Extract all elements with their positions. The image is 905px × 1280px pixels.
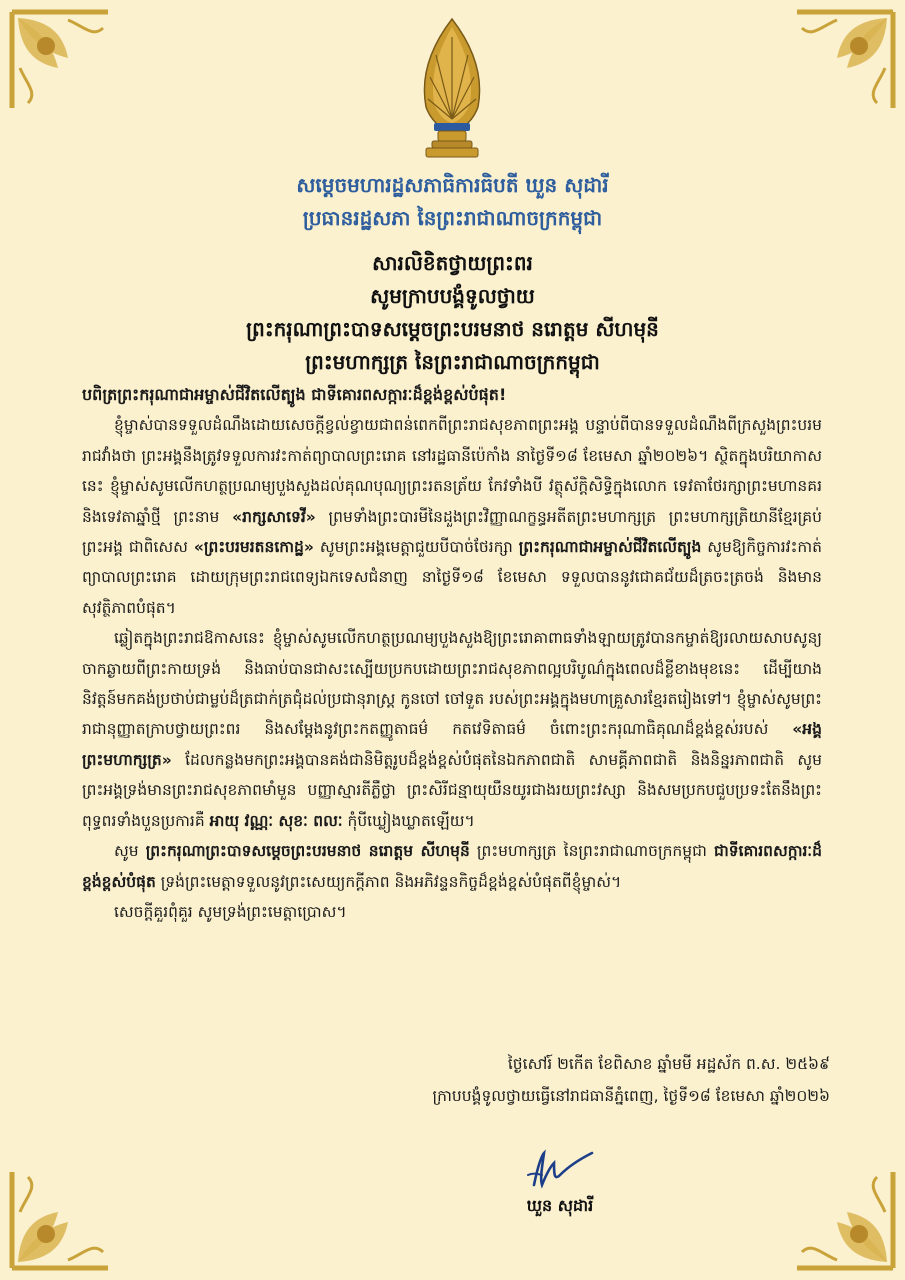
- lunar-date: ថ្ងៃសៅរ៍ ២កើត ខែពិសាខ ឆ្នាំមមី អដ្ឋស័ក ព.ស. ២៥៦៩: [507, 1055, 830, 1073]
- salutation: បពិត្រព្រះករុណាជាអម្ចាស់ជីវិតលើត្បូង ជាទីគោរពសក្ការៈដ៏ខ្ពង់ខ្ពស់បំផុត!: [82, 385, 507, 404]
- sender-position: ប្រធានរដ្ឋសភា នៃព្រះរាជាណាចក្រកម្ពុជា: [302, 206, 603, 230]
- p3-bold-b: ព្រះករុណាព្រះបាទសម្ដេចព្រះបរមនាថ នរោត្ដម សីហមុនី: [145, 842, 470, 861]
- corner-ornament-top-left: [8, 8, 118, 118]
- recipient-title: ព្រះមហាក្សត្រ នៃព្រះរាជាណាចក្រកម្ពុជា: [305, 350, 600, 374]
- p3-text-c: ព្រះមហាក្សត្រ នៃព្រះរាជាណាចក្រកម្ពុជា: [469, 842, 714, 861]
- p3-text-a: សូម: [114, 842, 146, 861]
- corner-ornament-bottom-left: [8, 1162, 118, 1272]
- p1-text-g: សូមឱ្យកិច្ចការវះកាត់ព្យាបាលព្រះរោគ ដោយក្រុមព្រះរាជពេទ្យឯកទេសជំនាញ នាថ្ងៃទី១៨ ខែមេសា ទទួលបាននូវជោគជ័យដ៏ត្រចះត្រចង់ និងមានសុវត្ថិភាពបំផុត។: [82, 538, 822, 617]
- p1-bold-b: «រាក្សសាទេវី»: [232, 507, 316, 526]
- sender-title: សម្ដេចមហារដ្ឋសភាធិការធិបតី ឃួន សុដារី: [296, 173, 609, 197]
- recipient-name: ព្រះករុណាព្រះបាទសម្ដេចព្រះបរមនាថ នរោត្ដម សីហមុនី: [246, 317, 659, 341]
- paragraph-3: [82, 836, 822, 897]
- p1-bold-d: «ព្រះបរមរតនកោដ្ឋ»: [193, 538, 314, 557]
- paragraph-4: សេចក្ដីគួរពុំគួរ សូមទ្រង់ព្រះមេត្តាប្រោស។: [114, 902, 347, 921]
- p2-text-e: កុំបីឃ្លៀងឃ្លាតឡើយ។: [342, 811, 475, 830]
- closing-dates: [330, 1048, 830, 1112]
- paragraph-1: [82, 410, 822, 623]
- letter-body: [82, 380, 822, 927]
- p1-text-e: សូមព្រះអង្គមេត្តាជួយបីបាច់ថែរក្សា: [313, 538, 519, 557]
- letter-subtitle: សូមក្រាបបង្គំទូលថ្វាយ: [370, 284, 535, 308]
- place-date: ក្រាបបង្គំទូលថ្វាយធ្វើនៅរាជធានីភ្នំពេញ, ថ្ងៃទី១៨ ខែមេសា ឆ្នាំ២០២៦: [432, 1087, 830, 1105]
- p2-text-a: ឆ្លៀតក្នុងព្រះរាជឱកាសនេះ ខ្ញុំម្ចាស់សូមលើកហត្ថប្រណម្យបួងសួងឱ្យព្រះរោគាពាធទាំងឡាយត្រូវបានកម្ចាត់ឱ្យរលាយសាបសូន្យចាកឆ្ងាយពីព្រះកាយទ្រង់ និងធាប់បានជាសះស្បើយប្រកបដោយព្រះរាជសុខភាពល្អបរិបូណ៌ក្នុងពេលដ៏ខ្លីខាងមុខនេះ ដើម្បីយាងនិវត្តន៍មកគង់ប្រថាប់ជាម្លប់ដ៏ត្រជាក់ត្រជុំដល់ប្រជានុរាស្ត្រ កូនចៅ ចៅទួត របស់ព្រះអង្គក្នុងមហាគ្រួសារខ្មែរតរៀងទៅ។ ខ្ញុំម្ចាស់សូមព្រះរាជានុញ្ញាតក្រាបថ្វាយព្រះពរ និងសម្ដែងនូវព្រះកតញ្ញូតាធម៌ កតវេទិតាធម៌ ចំពោះព្រះករុណាធិគុណដ៏ខ្ពង់ខ្ពស់របស់: [82, 629, 822, 739]
- p2-bold-d: អាយុ វណ្ណៈ សុខៈ ពលៈ: [209, 811, 343, 830]
- p3-text-e: ទ្រង់ព្រះមេត្តាទទួលនូវព្រះសេយ្យកក្ដីភាព និងអភិវន្ទនកិច្ចដ៏ខ្ពង់ខ្ពស់បំផុតពីខ្ញុំម្ចាស់។: [155, 872, 622, 891]
- p2-text-c: ដែលកន្លងមកព្រះអង្គបានគង់ជានិមិត្តរូបដ៏ខ្ពង់ខ្ពស់បំផុតនៃឯកភាពជាតិ សាមគ្គីភាពជាតិ និងនិន្នរភាពជាតិ សូមព្រះអង្គទ្រង់មានព្រះរាជសុខភាពមាំមួន បញ្ញាស្មារតីភ្លឺថ្លា ព្រះសិរីជន្មាយុយឺនយូរជាងរយព្រះវស្សា និងសមប្រកបជួបប្រទះតែនឹងព្រះពុទ្ធពរទាំងបួនប្រការគឺ: [82, 750, 822, 830]
- corner-ornament-top-right: [787, 8, 897, 118]
- signer-name: ឃួន សុដារី: [526, 1196, 594, 1215]
- national-assembly-emblem-icon: [412, 15, 492, 165]
- p1-text-a: ខ្ញុំម្ចាស់បានទទួលដំណឹងដោយសេចក្ដីខ្វល់ខ្វាយជាពន់ពេកពីព្រះរាជសុខភាពព្រះអង្គ បន្ទាប់ពីបានទទួលដំណឹងពីក្រសួងព្រះបរមរាជវាំងថា ព្រះអង្គនឹងត្រូវទទួលការវះកាត់ព្យាបាលព្រះរោគ នៅរដ្ឋធានីប៉េកាំង នាថ្ងៃទី១៨ ខែមេសា ឆ្នាំ២០២៦។ ស្ថិតក្នុងបរិយាកាសនេះ ខ្ញុំម្ចាស់សូមលើកហត្ថប្រណម្យបួងសួងដល់គុណបុណ្យព្រះរតនត្រ័យ កែវទាំងបី វត្ថុស័ក្ដិសិទ្ធិក្នុងលោក ទេវតាថែរក្សាព្រះមហានគរ និងទេវតាឆ្នាំថ្មី ព្រះនាម: [82, 416, 822, 526]
- p1-bold-f: ព្រះករុណាជាអម្ចាស់ជីវិតលើត្បូង: [518, 538, 702, 557]
- signature-icon: [520, 1145, 600, 1195]
- p2-bold-b: «អង្គព្រះមហាក្សត្រ»: [82, 720, 822, 769]
- p1-text-c: ព្រមទាំងព្រះបារមីនៃដួងព្រះវិញ្ញាណក្ខន្ធអតីតព្រះមហាក្សត្រ ព្រះមហាក្សត្រិយានីខ្មែរគ្រប់ព្រះអង្គ ជាពិសេស: [82, 507, 822, 557]
- corner-ornament-bottom-right: [787, 1162, 897, 1272]
- letter-title: សារលិខិតថ្វាយព្រះពរ: [372, 251, 533, 275]
- paragraph-2: [82, 623, 822, 836]
- p3-bold-d: ជាទីគោរពសក្ការៈដ៏ខ្ពង់ខ្ពស់បំផុត: [82, 842, 822, 891]
